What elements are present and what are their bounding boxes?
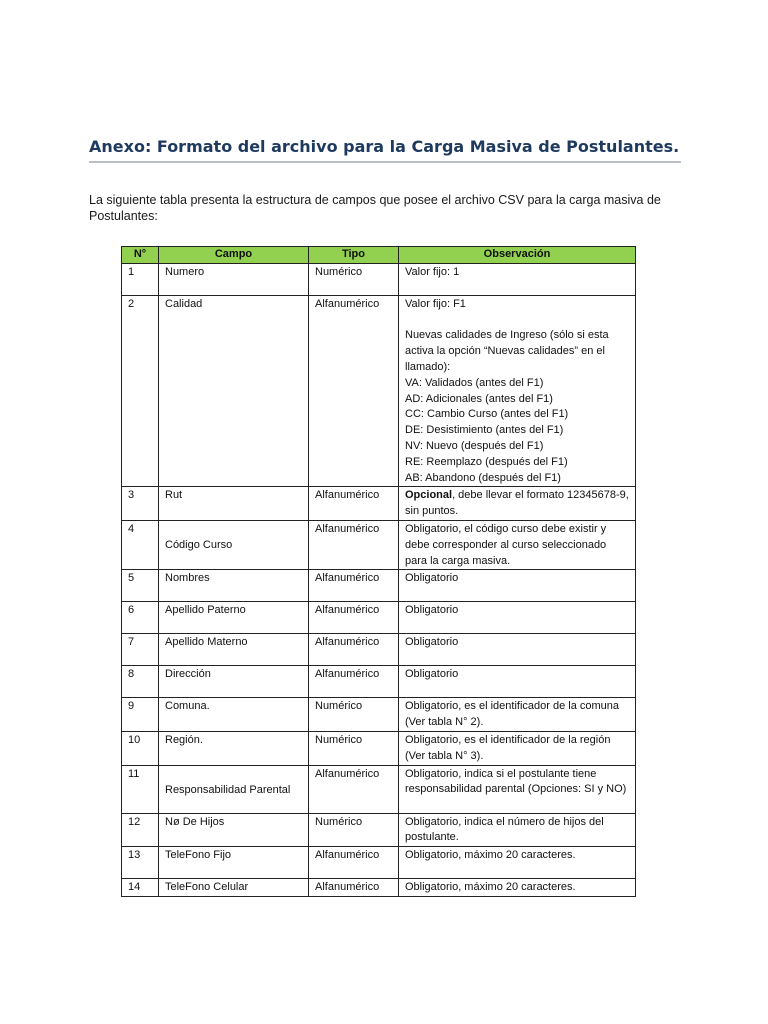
table-row bbox=[122, 813, 636, 847]
row-campo: Rut bbox=[159, 487, 309, 521]
row-tipo: Numérico bbox=[309, 698, 399, 732]
row-tipo: Alfanumérico bbox=[309, 602, 399, 634]
row-tipo: Alfanumérico bbox=[309, 666, 399, 698]
row-tipo: Numérico bbox=[309, 263, 399, 295]
row-tipo: Alfanumérico bbox=[309, 634, 399, 666]
row-tipo: Numérico bbox=[309, 813, 399, 847]
row-observacion: Obligatorio bbox=[399, 602, 636, 634]
row-campo: Apellido Materno bbox=[159, 634, 309, 666]
obs-line: VA: Validados (antes del F1) bbox=[405, 376, 544, 389]
obs-line: CC: Cambio Curso (antes del F1) bbox=[405, 408, 569, 421]
row-campo: Región. bbox=[159, 731, 309, 765]
row-campo: Comuna. bbox=[159, 698, 309, 732]
header-tipo: Tipo bbox=[309, 247, 399, 264]
row-campo bbox=[159, 520, 309, 569]
row-observacion: Obligatorio bbox=[399, 570, 636, 602]
row-tipo: Numérico bbox=[309, 731, 399, 765]
table-row bbox=[122, 570, 636, 602]
table-row bbox=[122, 602, 636, 634]
obs-line: Nuevas calidades de Ingreso (sólo si esta activa la opción “Nuevas calidades” en el llamado): bbox=[405, 329, 609, 373]
campo-text: Responsabilidad Parental bbox=[165, 783, 291, 796]
row-observacion: Obligatorio bbox=[399, 666, 636, 698]
row-number: 9 bbox=[122, 698, 159, 732]
row-campo: Nø De Hijos bbox=[159, 813, 309, 847]
row-tipo: Alfanumérico bbox=[309, 520, 399, 569]
table-row bbox=[122, 847, 636, 879]
row-observacion: Obligatorio, indica si el postulante tiene responsabilidad parental (Opciones: SI y NO) bbox=[399, 765, 636, 813]
row-number: 8 bbox=[122, 666, 159, 698]
intro-paragraph: La siguiente tabla presenta la estructura de campos que posee el archivo CSV para la carga masiva de Postulantes: bbox=[89, 193, 661, 223]
header-campo: Campo bbox=[159, 247, 309, 264]
row-number: 12 bbox=[122, 813, 159, 847]
row-campo: Numero bbox=[159, 263, 309, 295]
row-number: 6 bbox=[122, 602, 159, 634]
row-campo: Dirección bbox=[159, 666, 309, 698]
obs-text: , debe llevar el formato 12345678-9, sin puntos. bbox=[405, 489, 629, 518]
row-number: 14 bbox=[122, 879, 159, 897]
row-number: 2 bbox=[122, 295, 159, 487]
header-numero: N° bbox=[122, 247, 159, 264]
table-row bbox=[122, 698, 636, 732]
obs-line: NV: Nuevo (después del F1) bbox=[405, 439, 544, 452]
row-tipo: Alfanumérico bbox=[309, 487, 399, 521]
row-number: 5 bbox=[122, 570, 159, 602]
obs-line: Valor fijo: F1 bbox=[405, 297, 466, 310]
row-campo: TeleFono Celular bbox=[159, 879, 309, 897]
header-observacion: Observación bbox=[399, 247, 636, 264]
row-number: 13 bbox=[122, 847, 159, 879]
table-row bbox=[122, 295, 636, 487]
row-tipo: Alfanumérico bbox=[309, 879, 399, 897]
format-table bbox=[121, 246, 636, 897]
table-header-row bbox=[122, 247, 636, 264]
row-number: 4 bbox=[122, 520, 159, 569]
row-observacion: Obligatorio, indica el número de hijos del postulante. bbox=[399, 813, 636, 847]
table-row bbox=[122, 520, 636, 569]
row-campo: Nombres bbox=[159, 570, 309, 602]
row-observacion: Obligatorio, es el identificador de la región (Ver tabla N° 3). bbox=[399, 731, 636, 765]
row-number: 7 bbox=[122, 634, 159, 666]
row-campo: Calidad bbox=[159, 295, 309, 487]
row-tipo: Alfanumérico bbox=[309, 847, 399, 879]
obs-line: AD: Adicionales (antes del F1) bbox=[405, 392, 553, 405]
campo-text: Código Curso bbox=[165, 538, 233, 551]
row-observacion: Obligatorio bbox=[399, 634, 636, 666]
row-campo bbox=[159, 765, 309, 813]
row-tipo: Alfanumérico bbox=[309, 765, 399, 813]
row-number: 1 bbox=[122, 263, 159, 295]
row-observacion bbox=[399, 295, 636, 487]
row-observacion: Obligatorio, el código curso debe existir y debe corresponder al curso seleccionado para la carga masiva. bbox=[399, 520, 636, 569]
table-row bbox=[122, 879, 636, 897]
row-observacion: Obligatorio, máximo 20 caracteres. bbox=[399, 879, 636, 897]
row-observacion bbox=[399, 487, 636, 521]
table-row bbox=[122, 634, 636, 666]
obs-line: AB: Abandono (después del F1) bbox=[405, 471, 561, 484]
row-number: 3 bbox=[122, 487, 159, 521]
page-title: Anexo: Formato del archivo para la Carga Masiva de Postulantes. bbox=[89, 137, 681, 163]
table-row bbox=[122, 487, 636, 521]
row-campo: TeleFono Fijo bbox=[159, 847, 309, 879]
obs-line: DE: Desistimiento (antes del F1) bbox=[405, 424, 564, 437]
table-row bbox=[122, 731, 636, 765]
obs-line: RE: Reemplazo (después del F1) bbox=[405, 455, 568, 468]
row-number: 11 bbox=[122, 765, 159, 813]
row-tipo: Alfanumérico bbox=[309, 570, 399, 602]
row-number: 10 bbox=[122, 731, 159, 765]
obs-bold: Opcional bbox=[405, 489, 453, 502]
table-row bbox=[122, 263, 636, 295]
row-observacion: Obligatorio, máximo 20 caracteres. bbox=[399, 847, 636, 879]
row-campo: Apellido Paterno bbox=[159, 602, 309, 634]
row-observacion: Valor fijo: 1 bbox=[399, 263, 636, 295]
table-row bbox=[122, 666, 636, 698]
row-tipo: Alfanumérico bbox=[309, 295, 399, 487]
row-observacion: Obligatorio, es el identificador de la comuna (Ver tabla N° 2). bbox=[399, 698, 636, 732]
table-row bbox=[122, 765, 636, 813]
